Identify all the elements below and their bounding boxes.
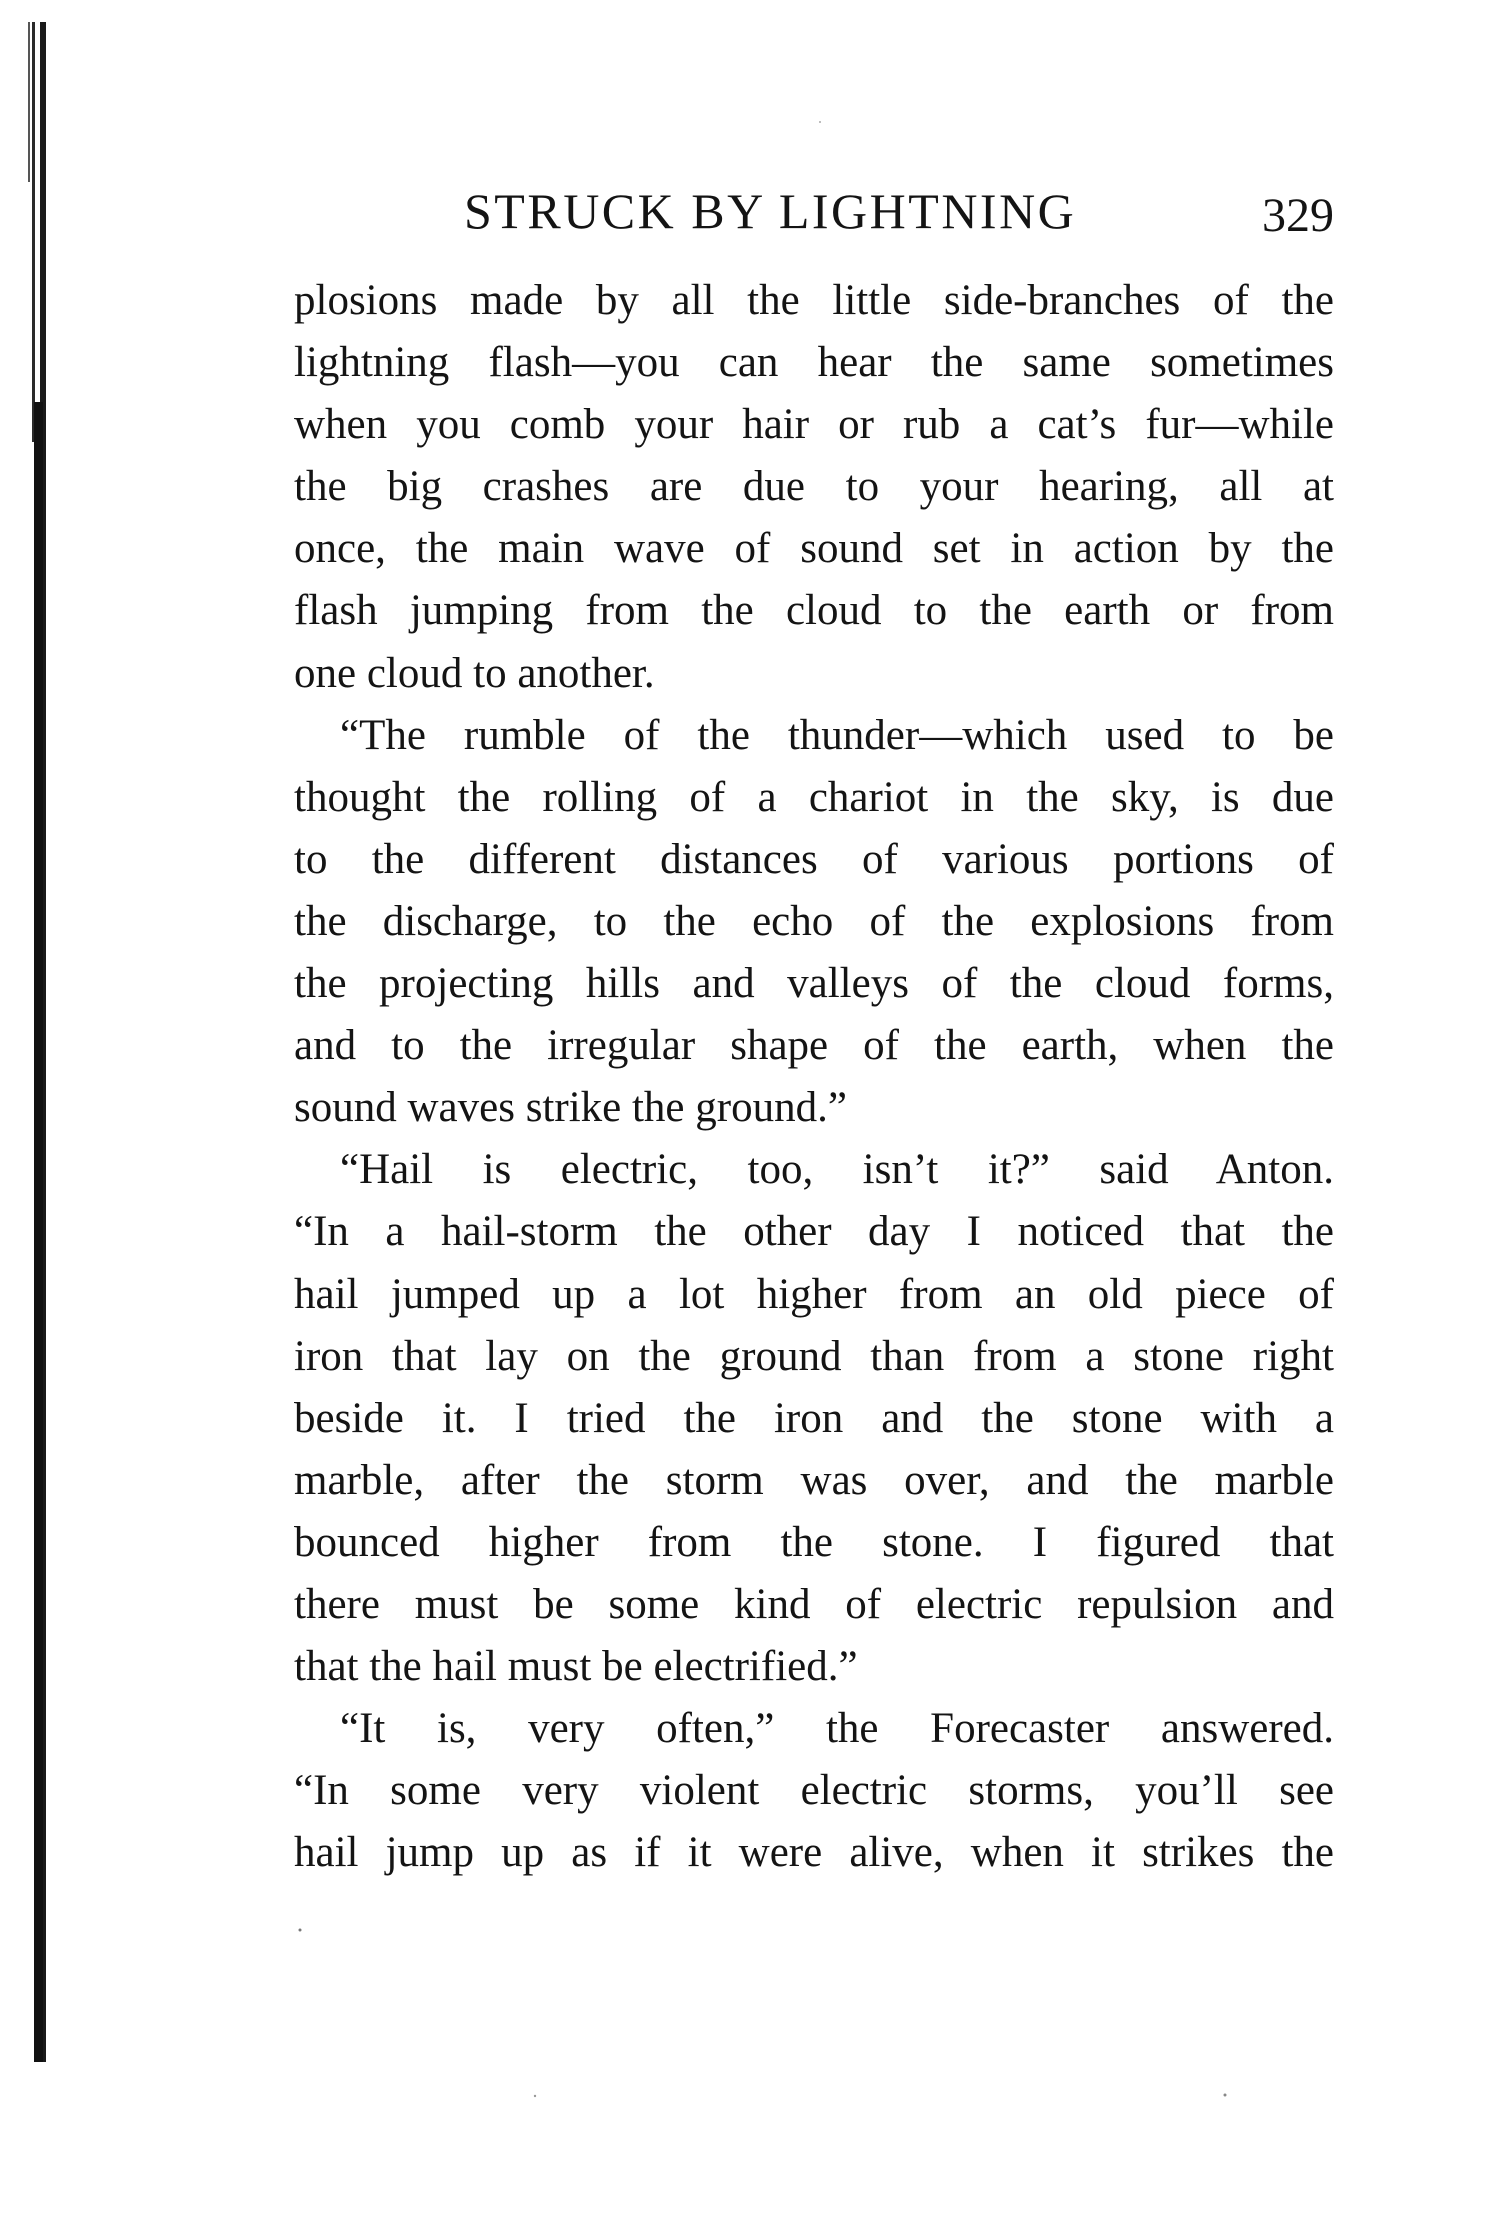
- text-line: hail jumped up a lot higher from an old piece of: [294, 1270, 1334, 1318]
- text-line: and to the irregular shape of the earth, when the: [294, 1022, 1334, 1070]
- text-line: the big crashes are due to your hearing, all at: [294, 463, 1334, 511]
- page-number: 329: [1262, 189, 1334, 242]
- text-line: once, the main wave of sound set in action by the: [294, 525, 1334, 573]
- text-line: “In a hail-storm the other day I noticed that the: [294, 1208, 1334, 1256]
- text-line: sound waves strike the ground.”: [294, 1084, 847, 1132]
- text-line: to the different distances of various portions of: [294, 835, 1334, 883]
- text-line: that the hail must be electrified.”: [294, 1643, 858, 1691]
- paragraph: [294, 705, 1334, 1140]
- text-line: thought the rolling of a chariot in the sky, is due: [294, 773, 1334, 821]
- running-head: STRUCK BY LIGHTNING: [464, 183, 1077, 239]
- body-text: [294, 270, 1334, 1884]
- text-line: “Hail is electric, too, isn’t it?” said Anton.: [340, 1146, 1334, 1194]
- text-line: bounced higher from the stone. I figured that: [294, 1518, 1334, 1566]
- text-line: iron that lay on the ground than from a stone right: [294, 1332, 1334, 1380]
- text-line: lightning flash—you can hear the same sometimes: [294, 339, 1334, 387]
- text-line: hail jump up as if it were alive, when it strikes the: [294, 1829, 1334, 1877]
- text-line: beside it. I tried the iron and the stone with a: [294, 1394, 1334, 1442]
- text-line: there must be some kind of electric repulsion and: [294, 1580, 1334, 1628]
- page-header: [294, 182, 1334, 252]
- text-line: when you comb your hair or rub a cat’s fur—while: [294, 401, 1334, 449]
- text-line: plosions made by all the little side-branches of the: [294, 277, 1334, 324]
- text-line: one cloud to another.: [294, 649, 655, 697]
- text-line: marble, after the storm was over, and the marble: [294, 1456, 1334, 1504]
- text-line: the projecting hills and valleys of the cloud forms,: [294, 960, 1334, 1008]
- text-line: “The rumble of the thunder—which used to be: [340, 711, 1334, 759]
- paragraph: [294, 1139, 1334, 1698]
- text-line: “In some very violent electric storms, you’ll see: [294, 1767, 1334, 1815]
- text-line: flash jumping from the cloud to the earth or from: [294, 587, 1334, 635]
- text-line: “It is, very often,” the Forecaster answered.: [340, 1705, 1334, 1753]
- paragraph: [294, 270, 1334, 705]
- text-line: the discharge, to the echo of the explosions from: [294, 897, 1334, 945]
- binding-edge-shadow: [26, 22, 52, 2062]
- paragraph: [294, 1698, 1334, 1884]
